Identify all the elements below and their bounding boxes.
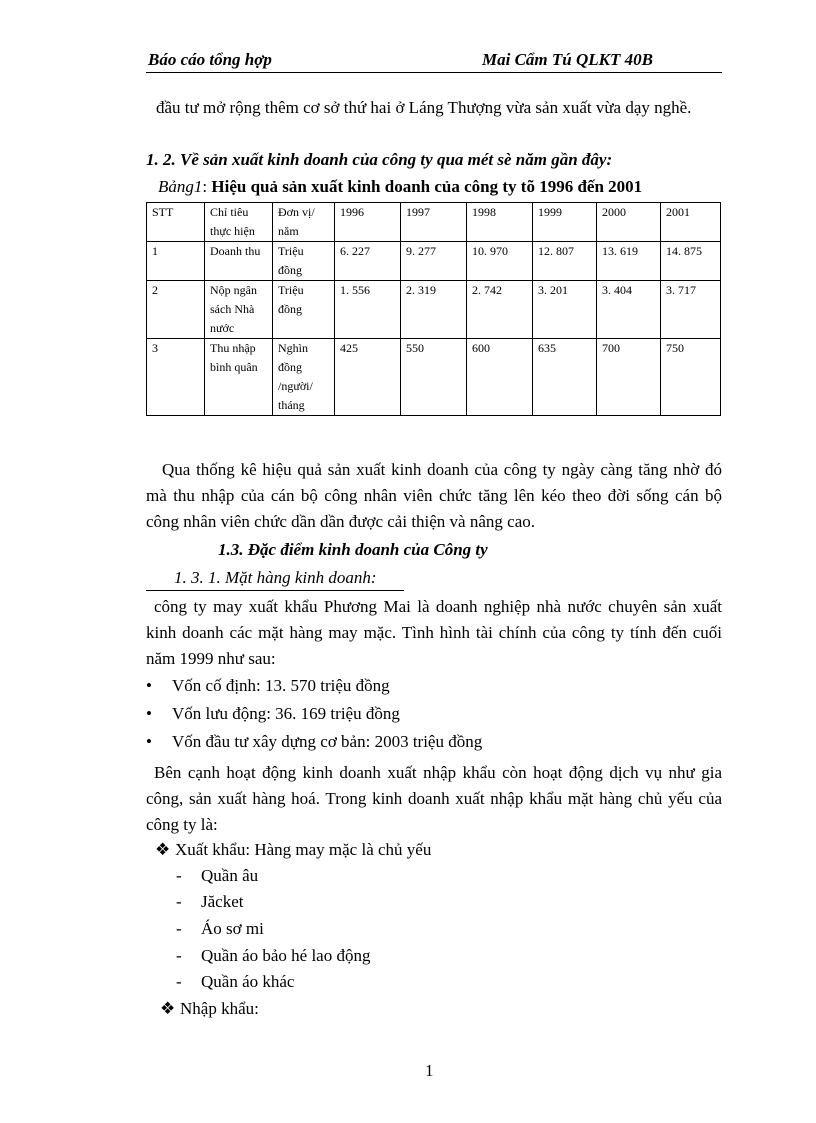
table-cell: 3 (147, 339, 205, 416)
table-header-cell: 1997 (401, 203, 467, 242)
company-paragraph: công ty may xuất khẩu Phương Mai là doanh nghiệp nhà nước chuyên sản xuất kinh doanh các mặt hàng may mặc. Tình hình tài chính của công ty tính đến cuối năm 1999 như sau: (146, 597, 722, 668)
table-cell: 2. 742 (467, 281, 533, 339)
summary-paragraph: Qua thống kê hiệu quả sản xuất kinh doanh của công ty ngày càng tăng nhờ đó mà thu nhập của cán bộ công nhân viên chức tăng lên kéo theo đời sống cán bộ công nhân viên chức dần dần được cải thiện và nâng cao. (146, 460, 722, 531)
table-header-cell: Chỉ tiêu thực hiện (205, 203, 273, 242)
list-item (176, 919, 264, 939)
table-cell: 750 (661, 339, 721, 416)
subsection-heading-1-3-1 (146, 566, 404, 591)
bullet-icon: • (146, 732, 152, 751)
list-item (146, 704, 400, 724)
finance-item: Vốn đầu tư xây dựng cơ bản: 2003 triệu đồng (172, 732, 483, 751)
list-item (176, 866, 258, 886)
subsection-heading-text: 1. 3. 1. Mặt hàng kinh doanh: (174, 568, 377, 587)
page-number: 1 (425, 1061, 434, 1080)
table-cell: 3. 201 (533, 281, 597, 339)
table-cell: 2. 319 (401, 281, 467, 339)
import-heading (160, 999, 259, 1019)
table-row (147, 242, 721, 281)
export-item: Quần áo khác (201, 972, 295, 991)
table-cell: 1. 556 (335, 281, 401, 339)
table-row (147, 281, 721, 339)
table-cell: Triệu đồng (273, 281, 335, 339)
performance-table (146, 202, 721, 416)
header-report-title: Báo cáo tổng hợp (148, 50, 272, 69)
table-cell: Triệu đồng (273, 242, 335, 281)
export-heading (155, 840, 431, 860)
table-header-cell: 2001 (661, 203, 721, 242)
table-caption-label: Bảng1 (158, 177, 203, 196)
table-header-cell: 1999 (533, 203, 597, 242)
dash-bullet-icon: - (176, 946, 182, 965)
table-row (147, 339, 721, 416)
export-heading-text: Xuất khẩu: Hàng may mặc là chủ yếu (175, 840, 432, 859)
diamond-bullet-icon: ❖ (155, 840, 171, 859)
table-header-cell: 1998 (467, 203, 533, 242)
table-caption-separator: : (202, 177, 212, 196)
page-header (146, 50, 722, 73)
table-cell: 3. 404 (597, 281, 661, 339)
table-cell: Nghìn đồng /người/ tháng (273, 339, 335, 416)
diamond-bullet-icon: ❖ (160, 999, 176, 1018)
list-item (176, 892, 243, 912)
export-item: Áo sơ mi (201, 919, 264, 938)
dash-bullet-icon: - (176, 919, 182, 938)
table-cell: 12. 807 (533, 242, 597, 281)
bullet-icon: • (146, 704, 152, 723)
table-cell: 1 (147, 242, 205, 281)
table-cell: 9. 277 (401, 242, 467, 281)
dash-bullet-icon: - (176, 892, 182, 911)
list-item (176, 972, 294, 992)
table-header-cell: 2000 (597, 203, 661, 242)
header-author: Mai Cẩm Tú QLKT 40B (482, 50, 653, 69)
table-cell: Thu nhập bình quân (205, 339, 273, 416)
table-header-cell: 1996 (335, 203, 401, 242)
table-header-row (147, 203, 721, 242)
finance-item: Vốn cố định: 13. 570 triệu đồng (172, 676, 390, 695)
table-cell: 2 (147, 281, 205, 339)
activity-paragraph: Bên cạnh hoạt động kinh doanh xuất nhập khẩu còn hoạt động dịch vụ như gia công, sản xuất hàng hoá. Trong kinh doanh xuất nhập khẩu mặt hàng chủ yếu của công ty là: (146, 763, 722, 834)
export-item: Quần âu (201, 866, 259, 885)
table-cell: 425 (335, 339, 401, 416)
table-cell: 600 (467, 339, 533, 416)
table-cell: 6. 227 (335, 242, 401, 281)
import-heading-text: Nhập khẩu: (180, 999, 259, 1018)
table-cell: 14. 875 (661, 242, 721, 281)
export-item: Jăcket (201, 892, 244, 911)
table-caption (158, 177, 642, 197)
section-heading-1-2: 1. 2. Về sản xuất kinh doanh của công ty qua mét sè năm gần đây: (146, 150, 613, 169)
table-cell: 550 (401, 339, 467, 416)
section-heading-1-3: 1.3. Đặc điểm kinh doanh của Công ty (218, 540, 488, 559)
table-header-cell: STT (147, 203, 205, 242)
table-cell: 700 (597, 339, 661, 416)
export-item: Quần áo bảo hé lao động (201, 946, 371, 965)
table-cell: 10. 970 (467, 242, 533, 281)
table-cell: Doanh thu (205, 242, 273, 281)
finance-item: Vốn lưu động: 36. 169 triệu đồng (172, 704, 400, 723)
table-caption-title: Hiệu quả sản xuất kinh doanh của công ty tõ 1996 đến 2001 (211, 177, 643, 196)
bullet-icon: • (146, 676, 152, 695)
table-cell: Nộp ngân sách Nhà nước (205, 281, 273, 339)
table-cell: 635 (533, 339, 597, 416)
table-cell: 3. 717 (661, 281, 721, 339)
list-item (176, 946, 370, 966)
dash-bullet-icon: - (176, 866, 182, 885)
table-cell: 13. 619 (597, 242, 661, 281)
intro-paragraph: đầu tư mở rộng thêm cơ sở thứ hai ở Láng Thượng vừa sản xuất vừa dạy nghề. (156, 98, 692, 117)
list-item (146, 676, 390, 696)
dash-bullet-icon: - (176, 972, 182, 991)
list-item (146, 732, 482, 752)
table-header-cell: Đơn vị/ năm (273, 203, 335, 242)
